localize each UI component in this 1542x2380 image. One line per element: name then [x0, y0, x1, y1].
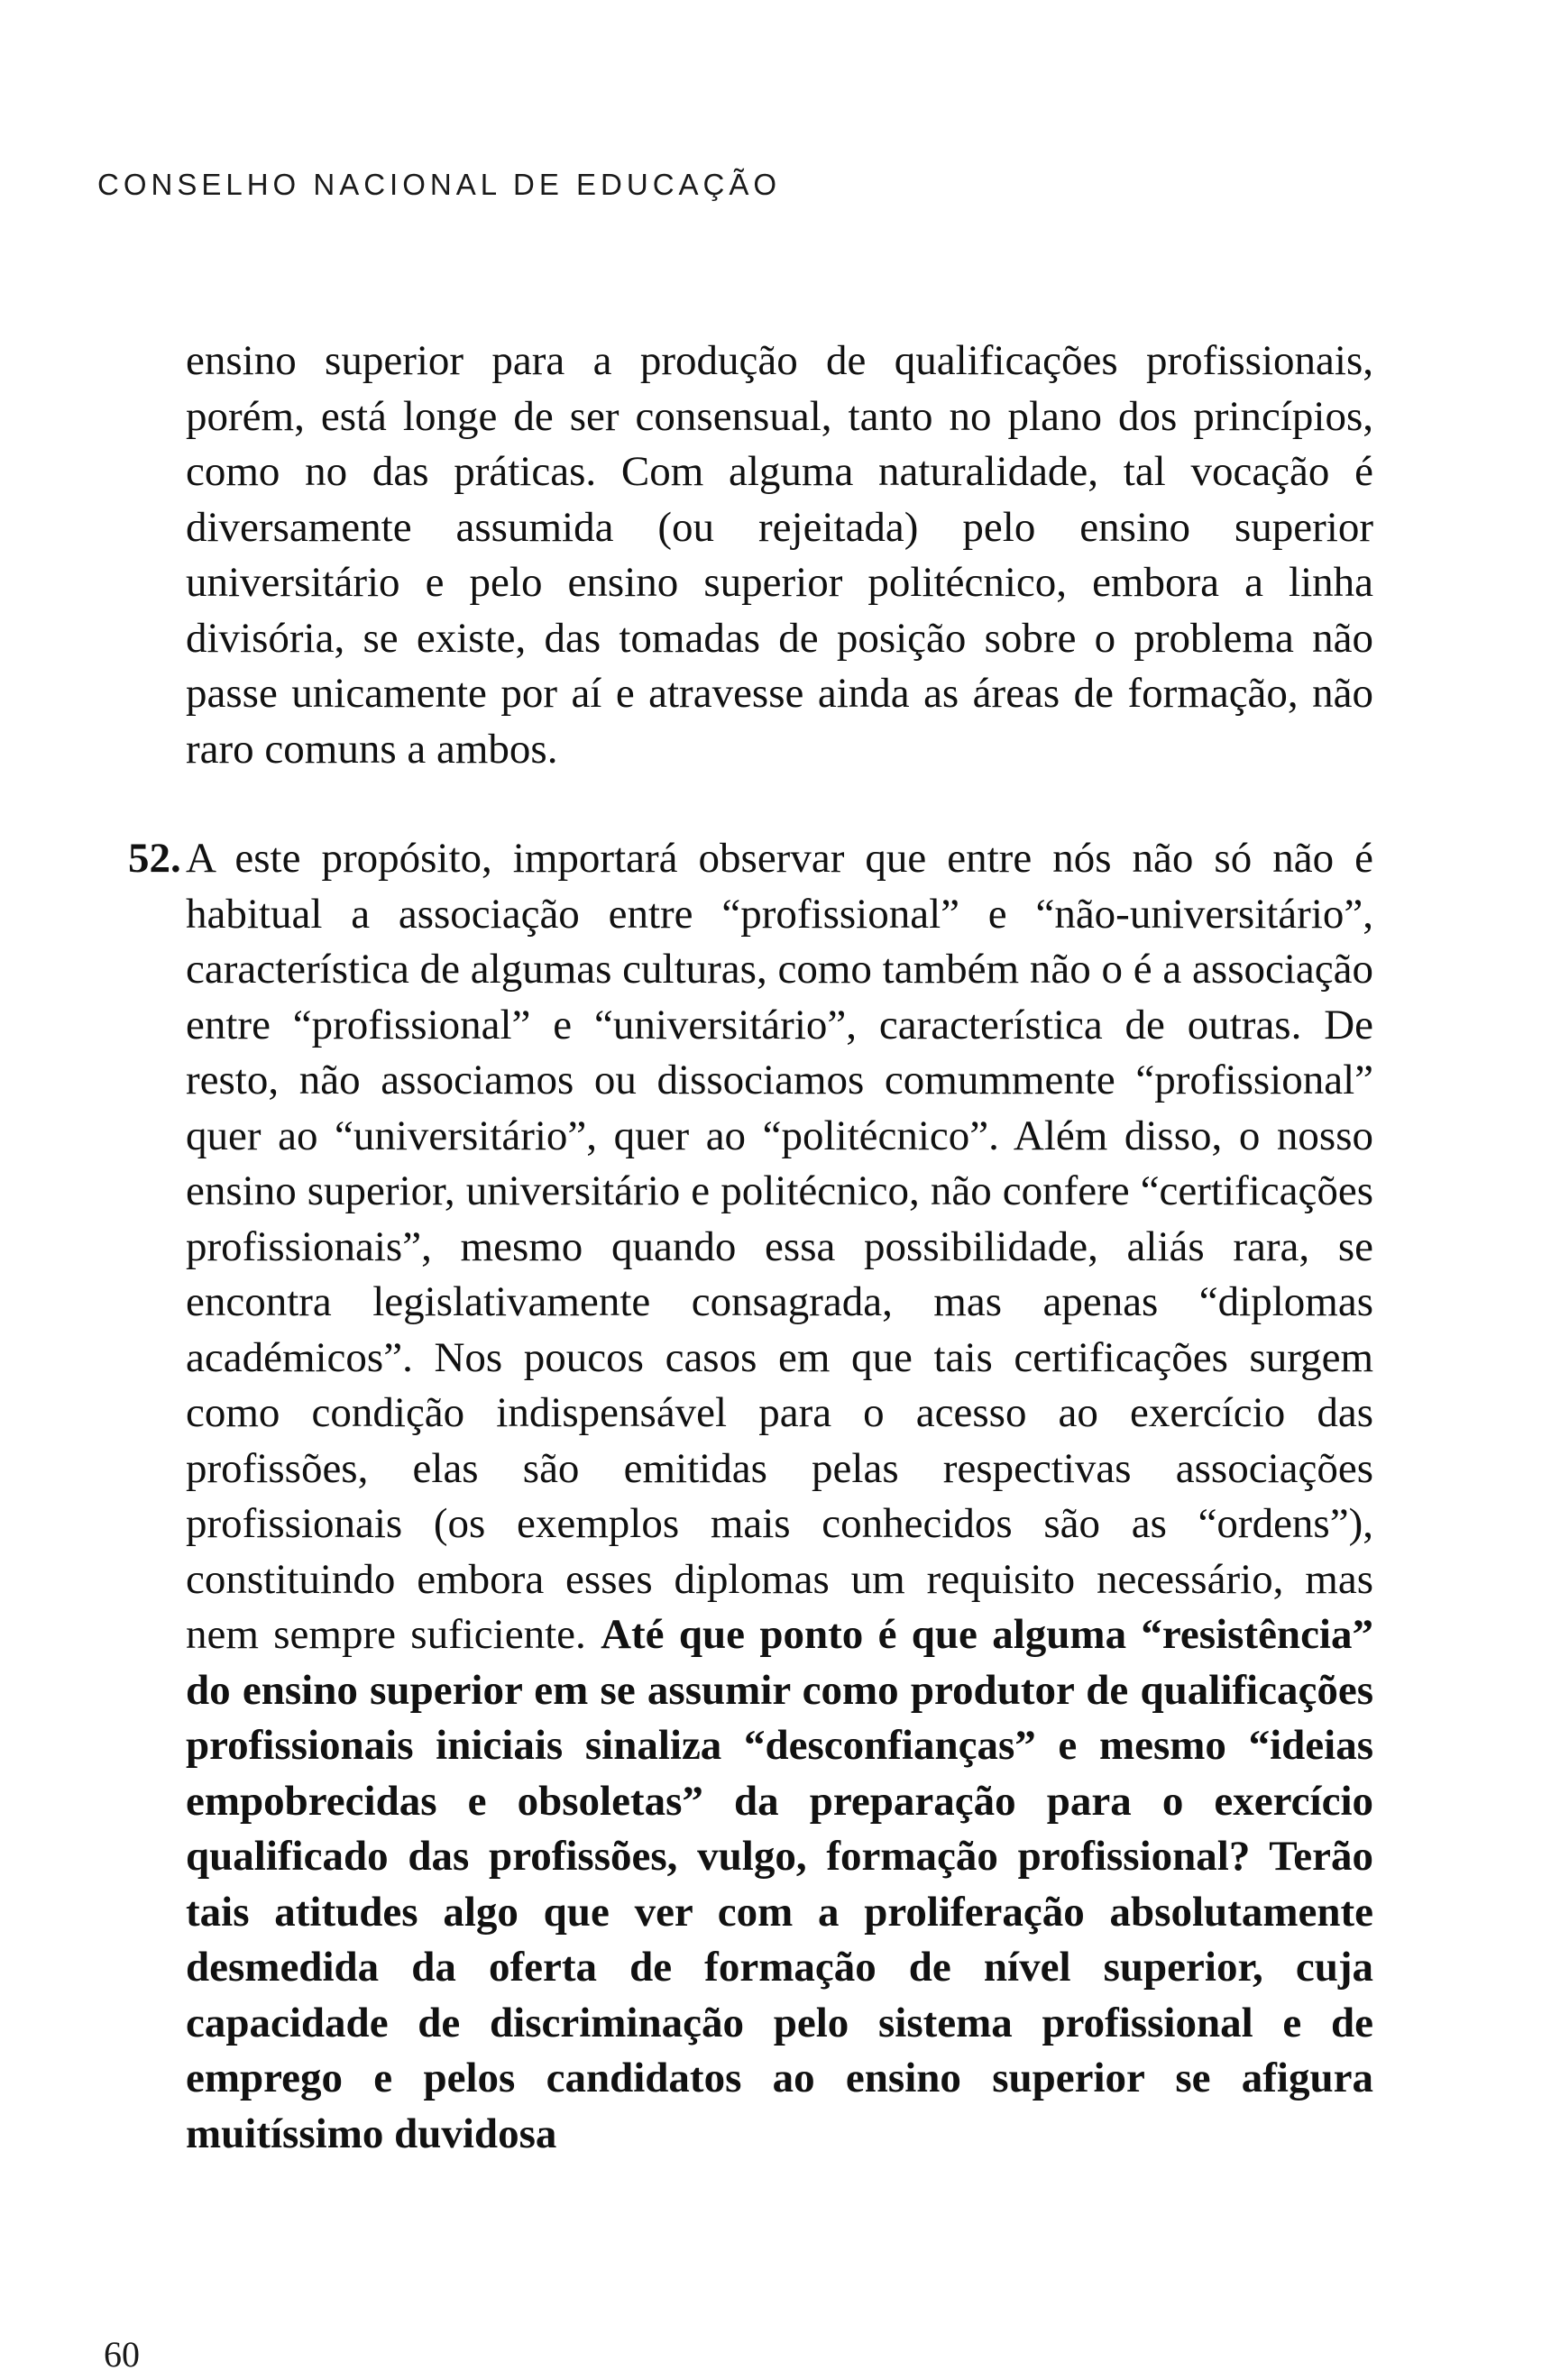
page-number: 60 — [104, 2334, 140, 2375]
paragraph-52 — [128, 831, 1373, 2162]
paragraph-52-regular-text: A este propósito, importará observar que entre nós não só não é habitual a associação entre “profissional” e “não-universitário”, característica de algumas culturas, como também não o é a associação entre “profissional” e “universitário”, característica de outras. De resto, não associamos ou dissociamos comummente “profissional” quer ao “universitário”, quer ao “politécnico”. Além disso, o nosso ensino superior, universitário e politécnico, não confere “certificações profissionais”, mesmo quando essa possibilidade, aliás rara, se encontra legislativamente consagrada, mas apenas “diplomas académicos”. Nos poucos casos em que tais certificações surgem como condição indispensável para o acesso ao exercício das profissões, elas são emitidas pelas respectivas associações profissionais (os exemplos mais conhecidos são as “ordens”), constituindo embora esses diplomas um requisito necessário, mas nem sempre suficiente. — [186, 835, 1373, 1658]
paragraph-52-bold-text: Até que ponto é que alguma “resistência” do ensino superior em se assumir como produtor de qualificações profissionais iniciais sinaliza “desconfianças” e mesmo “ideias empobrecidas e obsoletas” da preparação para o exercício qualificado das profissões, vulgo, formação profissional? Terão tais atitudes algo que ver com a proliferação absolutamente desmedida da oferta de formação de nível superior, cuja capacidade de discriminação pelo sistema profissional e de emprego e pelos candidatos ao ensino superior se afigura muitíssimo duvidosa — [186, 1611, 1373, 2157]
paragraph-continued: ensino superior para a produção de qualificações profissionais, porém, está longe de ser consensual, tanto no plano dos princípios, como no das práticas. Com alguma naturalidade, tal vocação é diversamente assumida (ou rejeitada) pelo ensino superior universitário e pelo ensino superior politécnico, embora a linha divisória, se existe, das tomadas de posição sobre o problema não passe unicamente por aí e atravesse ainda as áreas de formação, não raro comuns a ambos. — [186, 337, 1373, 773]
running-header: CONSELHO NACIONAL DE EDUCAÇÃO — [97, 168, 782, 201]
paragraph-number: 52. — [128, 835, 181, 882]
